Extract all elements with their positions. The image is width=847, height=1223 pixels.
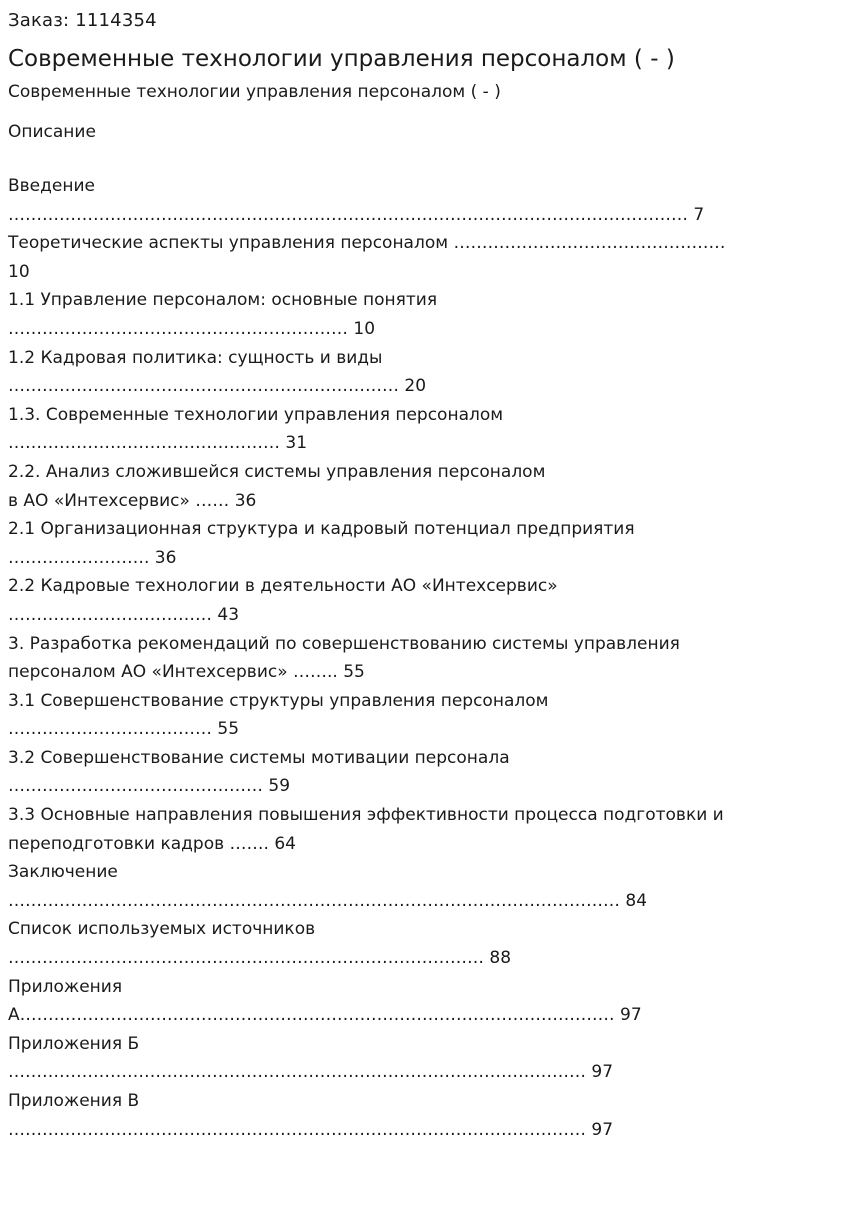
toc-line: Список используемых источников xyxy=(8,919,316,940)
toc-line: ……………………………… 43 xyxy=(8,604,240,625)
page-title: Современные технологии управления персоналом ( - ) xyxy=(8,46,675,72)
toc-line: 3.3 Основные направления повышения эффективности процесса подготовки и xyxy=(8,805,724,826)
toc-line: Введение xyxy=(8,176,95,196)
page-subtitle: Современные технологии управления персоналом ( - ) xyxy=(8,82,501,102)
toc-line: Приложения В xyxy=(8,1091,140,1111)
toc-line: Приложения Б xyxy=(8,1033,140,1054)
toc-line: 2.2 Кадровые технологии в деятельности АО «Интехсервис» xyxy=(8,576,558,597)
toc-line: Теоретические аспекты управления персоналом ………………………………………… xyxy=(8,233,726,254)
description-heading: Описание xyxy=(8,122,96,142)
toc-line: ………………………………………………………………………………………… 97 xyxy=(8,1119,614,1140)
toc-line: 3.2 Совершенствование системы мотивации персонала xyxy=(8,747,510,768)
toc-line: …………………………………………………………… 20 xyxy=(8,376,427,397)
toc-line: ……………………………………… 59 xyxy=(8,776,291,797)
toc-line: 3. Разработка рекомендаций по совершенствованию системы управления xyxy=(8,633,680,654)
toc-line: персоналом АО «Интехсервис» …….. 55 xyxy=(8,662,365,683)
toc-line: ……………………………………………………………………………………………… 84 xyxy=(8,890,648,911)
toc-line: ………………………………………………………………………… 88 xyxy=(8,948,512,969)
toc-line: Приложения xyxy=(8,976,123,997)
toc-line: ……………………………… 55 xyxy=(8,719,240,740)
toc-line: ………………………………………………………………………………………………………… 7 xyxy=(8,204,705,225)
toc-line: 1.3. Современные технологии управления персоналом xyxy=(8,404,504,425)
toc-line: переподготовки кадров ……. 64 xyxy=(8,833,296,854)
order-number: Заказ: 1114354 xyxy=(8,10,157,31)
toc-line: ………………………………………… 31 xyxy=(8,433,308,454)
toc-line: 3.1 Совершенствование структуры управления персоналом xyxy=(8,690,549,711)
toc-line: 2.1 Организационная структура и кадровый потенциал предприятия xyxy=(8,519,635,540)
table-of-contents xyxy=(8,172,839,1144)
toc-line: Заключение xyxy=(8,862,118,883)
toc-line: 1.1 Управление персоналом: основные понятия xyxy=(8,290,438,311)
toc-line: ……………………. 36 xyxy=(8,547,177,568)
toc-line: 10 xyxy=(8,261,30,282)
toc-line: в АО «Интехсервис» …… 36 xyxy=(8,490,257,511)
toc-line: 2.2. Анализ сложившейся системы управления персоналом xyxy=(8,461,546,482)
toc-line: 1.2 Кадровая политика: сущность и виды xyxy=(8,347,383,368)
toc-line: ………………………………………………………………………………………… 97 xyxy=(8,1062,614,1083)
toc-line: А…………………………………………………………………………………………… 97 xyxy=(8,1005,642,1026)
toc-line: …………………………………………………… 10 xyxy=(8,318,376,339)
